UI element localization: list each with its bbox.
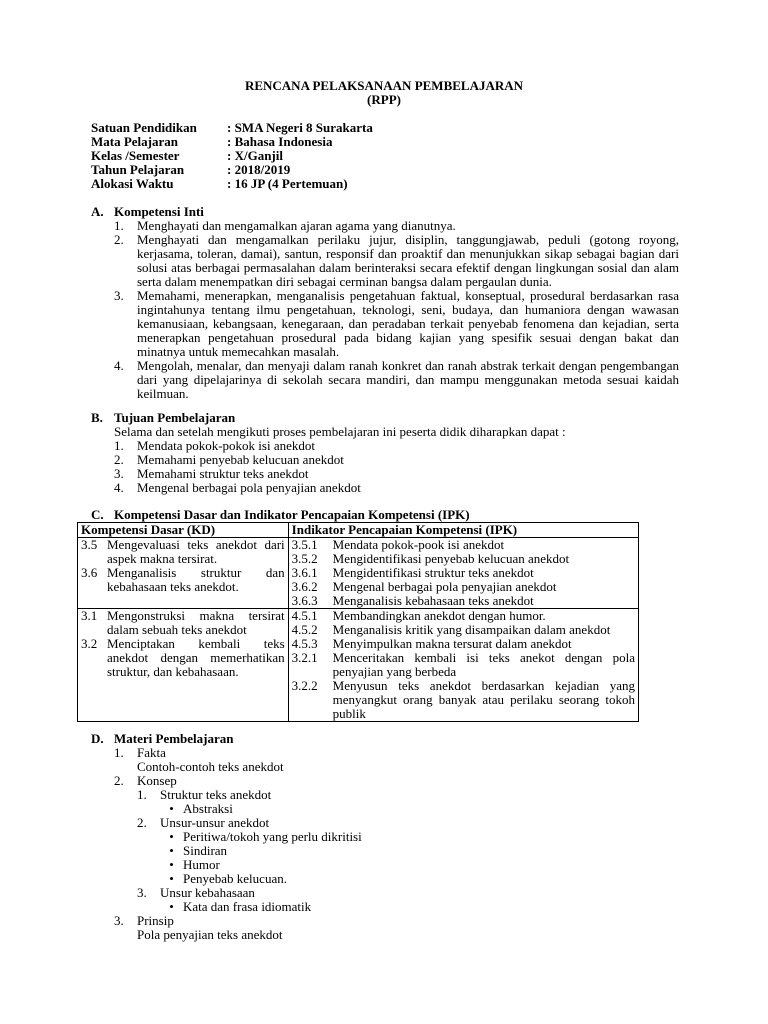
list-item-konsep xyxy=(114,774,679,788)
item-label: Prinsip xyxy=(137,913,174,928)
item-label: Unsur-unsur anekdot xyxy=(160,815,270,830)
table-header-kd: Kompetensi Dasar (KD) xyxy=(78,523,289,538)
kd-text: Menciptakan kembali teks anekdot dengan memerhatikan struktur, dan kebahasaan. xyxy=(107,636,285,679)
table-row xyxy=(78,538,639,609)
ipk-text: Mengidentifikasi penyebab kelucuan anekdot xyxy=(332,551,570,566)
bullet-item xyxy=(160,830,679,844)
konsep-sublist xyxy=(114,788,679,914)
section-letter: B. xyxy=(91,410,103,425)
item-text: Menghayati dan mengamalkan perilaku jujur, disiplin, tanggungjawab, peduli (gotong royong, kerjasama, toleran, damai), santun, responsif dan proaktif dan menunjukkan sikap sebagai bagian dari solusi atas berbagai permasalahan dalam berinteraksi secara efektif dengan lingkungan sosial dan alam serta dalam menempatkan diri sebagai cerminan bangsa dalam pergaulan dunia. xyxy=(137,232,679,289)
section-kd-ipk xyxy=(91,508,679,522)
bullet-icon: • xyxy=(169,801,174,816)
item-number: 1. xyxy=(137,787,147,802)
identity-value: : 2018/2019 xyxy=(227,162,291,177)
list-item xyxy=(114,289,679,359)
identity-block xyxy=(91,121,373,191)
bullet-item xyxy=(160,844,679,858)
section-title: Kompetensi Dasar dan Indikator Pencapaian Kompetensi (IPK) xyxy=(114,507,470,522)
list-item xyxy=(114,467,679,481)
ipk-text: Menyimpulkan makna tersurat dalam anekdot xyxy=(332,636,572,651)
kd-cell xyxy=(78,609,289,722)
identity-value: : X/Ganjil xyxy=(227,148,283,163)
list-item xyxy=(114,233,679,289)
kd-ipk-table xyxy=(77,522,639,722)
identity-row xyxy=(91,121,373,135)
item-number: 2. xyxy=(114,232,124,247)
item-text: Mendata pokok-pokok isi anekdot xyxy=(137,438,315,453)
kd-text: Mengonstruksi makna tersirat dalam sebuah teks anekdot xyxy=(107,608,285,637)
bullet-text: Kata dan frasa idiomatik xyxy=(183,899,312,914)
identity-row xyxy=(91,163,373,177)
ipk-text: Menyusun teks anekdot berdasarkan kejadian yang menyangkut orang banyak atau perilaku seorang tokoh publik xyxy=(332,678,635,721)
fakta-text: Contoh-contoh teks anekdot xyxy=(137,759,284,774)
ipk-code: 3.2.2 xyxy=(291,678,318,693)
ipk-code: 4.5.2 xyxy=(291,622,318,637)
list-item-prinsip xyxy=(114,914,679,928)
ipk-code: 3.6.1 xyxy=(291,565,318,580)
item-label: Unsur kebahasaan xyxy=(160,885,255,900)
ipk-entry xyxy=(292,651,635,679)
item-text: Memahami struktur teks anekdot xyxy=(137,466,309,481)
tujuan-list xyxy=(91,439,679,495)
ipk-entry xyxy=(292,623,635,637)
bullet-item xyxy=(160,802,679,816)
bullet-icon: • xyxy=(169,899,174,914)
ipk-entry xyxy=(292,609,635,623)
kd-code: 3.6 xyxy=(81,565,98,580)
section-title: Materi Pembelajaran xyxy=(114,731,234,746)
ipk-code: 3.5.1 xyxy=(291,537,318,552)
list-item xyxy=(114,439,679,453)
ipk-code: 3.6.2 xyxy=(291,579,318,594)
bullet-text: Penyebab kelucuan. xyxy=(183,871,287,886)
bullet-icon: • xyxy=(169,829,174,844)
bullet-icon: • xyxy=(169,843,174,858)
bullet-list xyxy=(137,900,679,914)
bullet-list xyxy=(137,830,679,886)
list-item xyxy=(114,453,679,467)
sub-item xyxy=(137,816,679,830)
ipk-entry xyxy=(292,679,635,721)
ipk-cell xyxy=(288,609,638,722)
bullet-text: Peritiwa/tokoh yang perlu dikritisi xyxy=(183,829,362,844)
item-number: 2. xyxy=(137,815,147,830)
section-heading xyxy=(91,732,679,746)
kd-text: Menganalisis struktur dan kebahasaan teks anekdot. xyxy=(107,565,285,594)
bullet-text: Abstraksi xyxy=(183,801,233,816)
ipk-entry xyxy=(292,594,635,608)
ipk-entry xyxy=(292,566,635,580)
title-line1: RENCANA PELAKSANAAN PEMBELAJARAN xyxy=(244,78,524,93)
item-text: Mengolah, menalar, dan menyaji dalam ranah konkret dan ranah abstrak terkait dengan pengembangan dari yang dipelajarinya di sekolah secara mandiri, dan mampu menggunakan metoda sesuai kaidah keilmuan. xyxy=(137,358,679,401)
item-number: 3. xyxy=(114,466,124,481)
ki-list xyxy=(91,219,679,401)
section-letter: D. xyxy=(91,731,104,746)
ipk-code: 3.5.2 xyxy=(291,551,318,566)
kd-code: 3.2 xyxy=(81,636,98,651)
section-title: Tujuan Pembelajaran xyxy=(114,410,236,425)
kd-cell xyxy=(78,538,289,609)
item-text: Mengenal berbagai pola penyajian anekdot xyxy=(137,480,361,495)
ipk-text: Menganalisis kritik yang disampaikan dalam anekdot xyxy=(332,622,611,637)
ipk-code: 3.2.1 xyxy=(291,650,318,665)
item-text: Memahami penyebab kelucuan anekdot xyxy=(137,452,344,467)
list-item xyxy=(114,359,679,401)
section-kompetensi-inti xyxy=(91,205,679,401)
sub-item xyxy=(137,788,679,802)
ipk-entry xyxy=(292,552,635,566)
item-number: 4. xyxy=(114,480,124,495)
identity-label: Kelas /Semester xyxy=(91,148,180,163)
table-header-ipk: Indikator Pencapaian Kompetensi (IPK) xyxy=(288,523,638,538)
section-letter: C. xyxy=(91,507,104,522)
section-heading xyxy=(91,411,679,425)
identity-label: Alokasi Waktu xyxy=(91,176,174,191)
item-number: 2. xyxy=(114,773,124,788)
section-title: Kompetensi Inti xyxy=(114,204,204,219)
document-title xyxy=(0,79,768,107)
sub-item xyxy=(137,886,679,900)
identity-label: Tahun Pelajaran xyxy=(91,162,185,177)
kd-entry xyxy=(81,566,285,594)
bullet-text: Humor xyxy=(183,857,220,872)
kd-entry xyxy=(81,637,285,679)
bullet-list xyxy=(137,802,679,816)
bullet-item xyxy=(160,872,679,886)
bullet-item xyxy=(160,858,679,872)
title-line2: (RPP) xyxy=(367,92,401,107)
item-text: Memahami, menerapkan, menganalisis pengetahuan faktual, konseptual, prosedural berdasarkan rasa ingintahunya tentang ilmu pengetahuan, teknologi, seni, budaya, dan humaniora dengan wawasan kemanusiaan, kebangsaan, kenegaraan, dan peradaban terkait penyebab fenomena dan kejadian, serta menerapkan pengetahuan prosedural pada bidang kajian yang spesifik sesuai dengan bakat dan minatnya untuk memecahkan masalah. xyxy=(137,288,679,359)
item-number: 3. xyxy=(137,885,147,900)
section-intro: Selama dan setelah mengikuti proses pembelajaran ini peserta didik diharapkan dapat : xyxy=(114,424,566,439)
item-label: Fakta xyxy=(137,745,166,760)
item-label: Konsep xyxy=(137,773,177,788)
ipk-code: 4.5.3 xyxy=(291,636,318,651)
section-heading xyxy=(91,508,679,522)
ipk-entry xyxy=(292,637,635,651)
section-letter: A. xyxy=(91,204,104,219)
identity-label: Satuan Pendidikan xyxy=(91,120,197,135)
item-number: 3. xyxy=(114,913,124,928)
section-tujuan-pembelajaran xyxy=(91,411,679,495)
list-item-fakta xyxy=(114,746,679,760)
section-materi-pembelajaran xyxy=(91,732,679,942)
ipk-text: Menganalisis kebahasaan teks anekdot xyxy=(332,593,534,608)
ipk-text: Mengenal berbagai pola penyajian anekdot xyxy=(332,579,557,594)
ipk-entry xyxy=(292,580,635,594)
ipk-code: 3.6.3 xyxy=(291,593,318,608)
ipk-code: 4.5.1 xyxy=(291,608,318,623)
bullet-item xyxy=(160,900,679,914)
ipk-text: Membandingkan anekdot dengan humor. xyxy=(332,608,546,623)
ipk-entry xyxy=(292,538,635,552)
identity-value: : 16 JP (4 Pertemuan) xyxy=(227,176,348,191)
prinsip-text: Pola penyajian teks anekdot xyxy=(137,927,283,942)
identity-row xyxy=(91,135,373,149)
list-item xyxy=(114,219,679,233)
kd-code: 3.5 xyxy=(81,537,98,552)
item-number: 1. xyxy=(114,438,124,453)
bullet-text: Sindiran xyxy=(183,843,228,858)
ipk-text: Menceritakan kembali isi teks anekot dengan pola penyajian yang berbeda xyxy=(332,650,635,679)
table-row xyxy=(78,609,639,722)
item-label: Struktur teks anekdot xyxy=(160,787,272,802)
item-number: 3. xyxy=(114,288,124,303)
materi-list xyxy=(91,746,679,942)
identity-row xyxy=(91,177,373,191)
table-header-row xyxy=(78,523,639,538)
kd-text: Mengevaluasi teks anekdot dari aspek makna tersirat. xyxy=(107,537,285,566)
item-number: 2. xyxy=(114,452,124,467)
kd-entry xyxy=(81,538,285,566)
item-number: 1. xyxy=(114,745,124,760)
ipk-cell xyxy=(288,538,638,609)
identity-label: Mata Pelajaran xyxy=(91,134,179,149)
ipk-text: Mendata pokok-pook isi anekdot xyxy=(332,537,505,552)
list-item xyxy=(114,481,679,495)
identity-row xyxy=(91,149,373,163)
kd-entry xyxy=(81,609,285,637)
bullet-icon: • xyxy=(169,857,174,872)
section-heading xyxy=(91,205,679,219)
bullet-icon: • xyxy=(169,871,174,886)
ipk-text: Mengidentifikasi struktur teks anekdot xyxy=(332,565,534,580)
identity-value: : Bahasa Indonesia xyxy=(227,134,333,149)
identity-value: : SMA Negeri 8 Surakarta xyxy=(227,120,373,135)
item-number: 4. xyxy=(114,358,124,373)
item-number: 1. xyxy=(114,218,124,233)
kd-code: 3.1 xyxy=(81,608,98,623)
item-text: Menghayati dan mengamalkan ajaran agama yang dianutnya. xyxy=(137,218,456,233)
